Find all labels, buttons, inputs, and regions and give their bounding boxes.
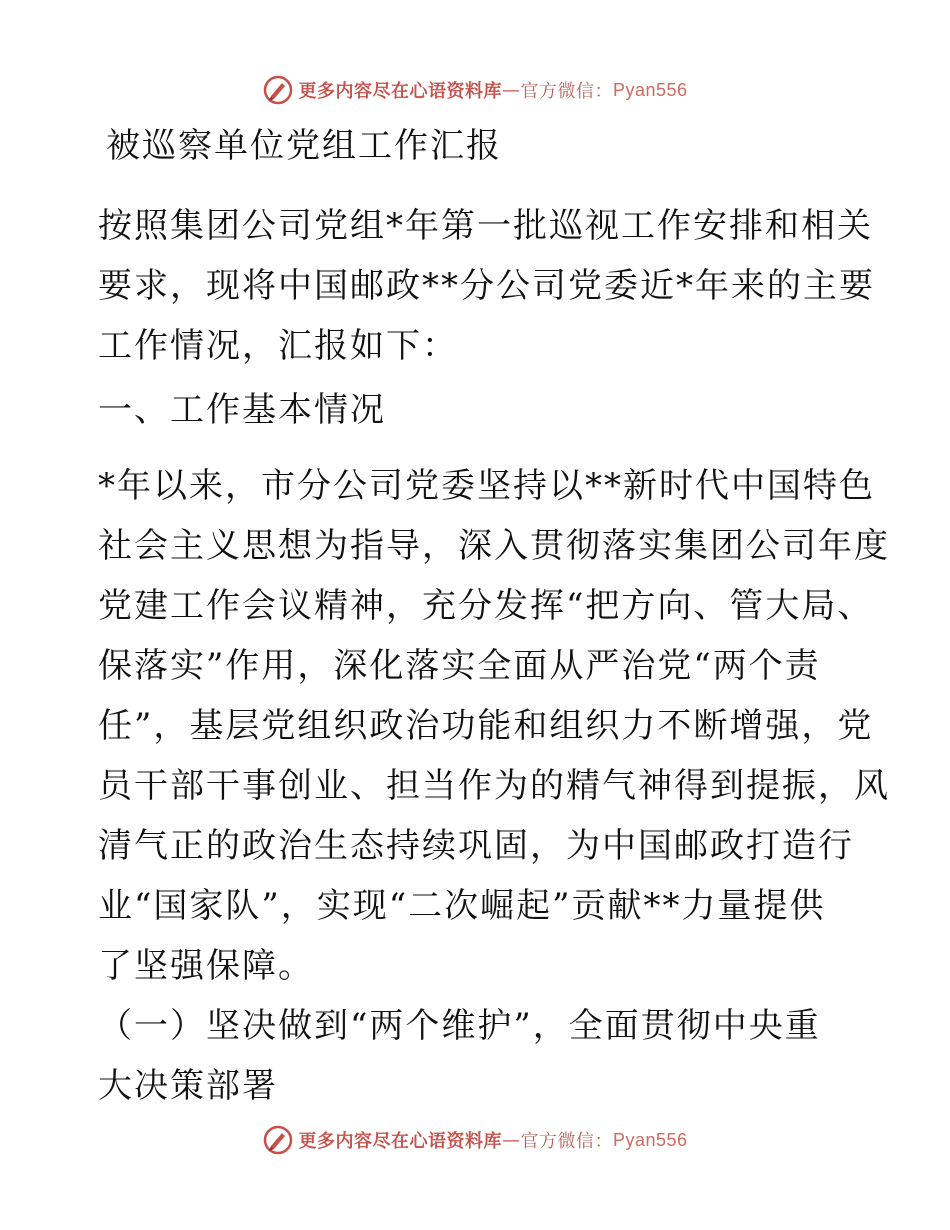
text-line: 保落实”作用，深化落实全面从严治党“两个责: [98, 646, 821, 686]
intro-paragraph: [98, 196, 875, 376]
document-title: 被巡察单位党组工作汇报: [106, 126, 502, 166]
text-line: 任”，基层党组织政治功能和组织力不断增强，党: [98, 706, 874, 746]
text-line: 按照集团公司党组*年第一批巡视工作安排和相关: [98, 206, 873, 246]
watermark-wechat-id: Pyan556: [612, 1129, 688, 1150]
text-line: 要求，现将中国邮政**分公司党委近*年来的主要: [98, 266, 875, 306]
watermark-sub-text: 官方微信：: [520, 1131, 613, 1152]
watermark-wechat-id: Pyan556: [612, 79, 688, 100]
watermark-dash: —: [501, 79, 521, 101]
text-line: 业“国家队”，实现“二次崛起”贡献**力量提供: [98, 886, 826, 926]
text-line: 一、工作基本情况: [98, 390, 386, 430]
watermark-dash: —: [501, 1129, 521, 1151]
watermark-main-text: 更多内容尽在心语资料库: [298, 1131, 502, 1152]
watermark-footer: [0, 1122, 950, 1158]
text-line: 大决策部署: [98, 1066, 278, 1106]
text-line: *年以来，市分公司党委坚持以**新时代中国特色: [98, 466, 875, 506]
text-line: 党建工作会议精神，充分发挥“把方向、管大局、: [98, 586, 874, 626]
text-line: 了坚强保障。: [98, 946, 314, 986]
text-line: 社会主义思想为指导，深入贯彻落实集团公司年度: [98, 526, 890, 566]
body-paragraph: [98, 456, 890, 996]
watermark-header: [0, 72, 950, 108]
watermark-main-text: 更多内容尽在心语资料库: [298, 81, 502, 102]
watermark-sub-text: 官方微信：: [520, 81, 613, 102]
pen-logo-icon: [262, 74, 294, 106]
pen-logo-icon: [262, 1124, 294, 1156]
text-line: 员干部干事创业、担当作为的精气神得到提振，风: [98, 766, 890, 806]
section-heading: [98, 380, 858, 440]
text-line: 工作情况，汇报如下：: [98, 326, 458, 366]
subsection-heading: [98, 996, 858, 1116]
text-line: 清气正的政治生态持续巩固，为中国邮政打造行: [98, 826, 854, 866]
text-line: （一）坚决做到“两个维护”，全面贯彻中央重: [98, 1006, 821, 1046]
